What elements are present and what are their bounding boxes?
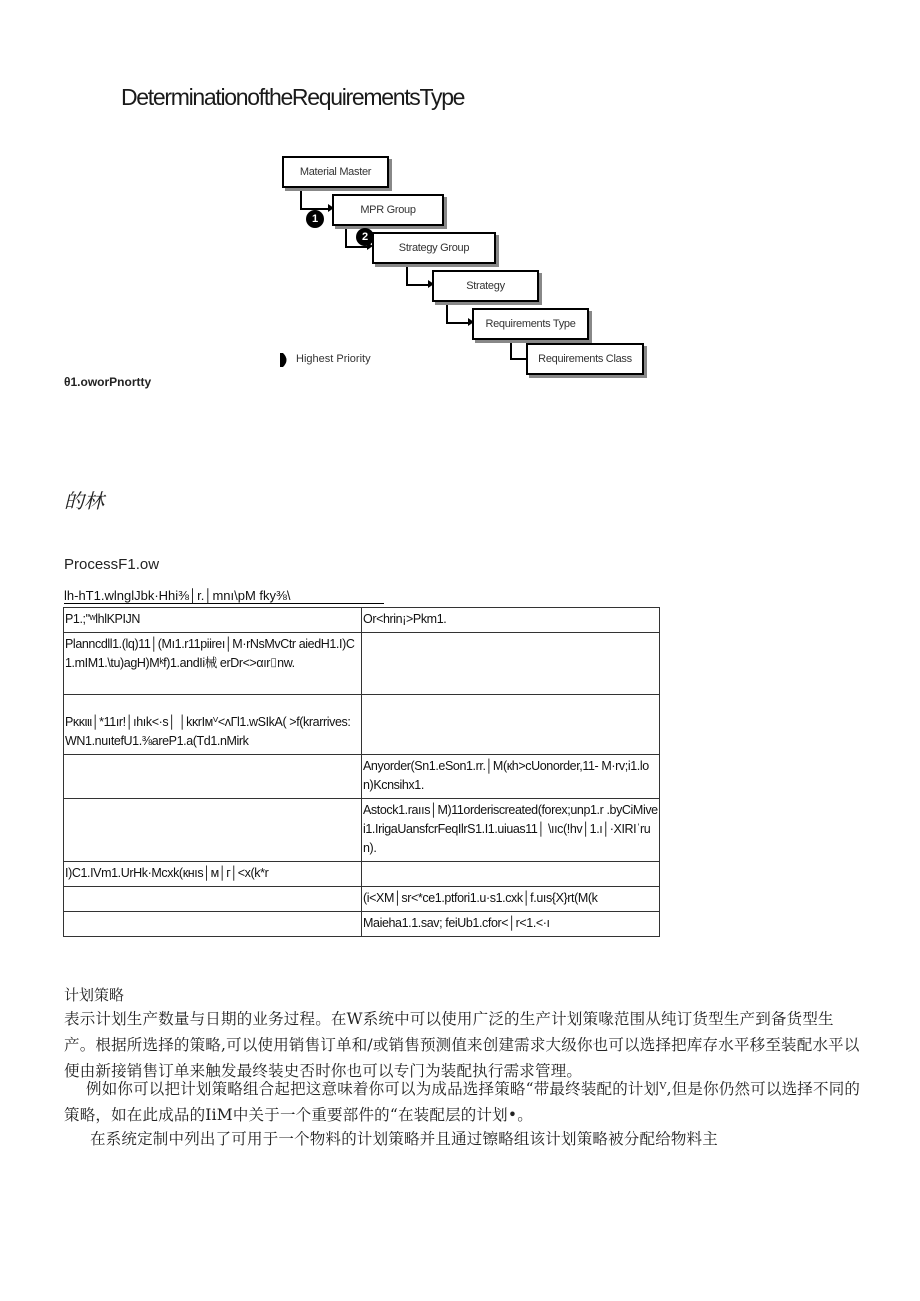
paragraph-2: 例如你可以把计划策略组合起把这意味着你可以为成品选择策略“带最终装配的计划ⱽ,但是你仍然可以选择不同的策略，如在此成品的IiM中关于一个重要部件的“在装配层的计划•。 bbox=[64, 1080, 861, 1124]
table-cell bbox=[64, 887, 362, 912]
connector-1 bbox=[300, 186, 330, 210]
table-cell: I)C1.IVm1.UrHk·Mcxk(кнıs│м│г│<x(k*r bbox=[64, 862, 362, 887]
badge-1: 1 bbox=[306, 210, 324, 228]
table-cell bbox=[64, 799, 362, 862]
connector-4 bbox=[446, 300, 470, 324]
badge-2: 2 bbox=[356, 228, 374, 246]
table-cell: (i<XM│sr<*ce1.ptfori1.u·s1.cxk│f.uıs{X}rt(M(k bbox=[362, 887, 660, 912]
table-cell: Or<hrin¡>Pkm1. bbox=[362, 608, 660, 633]
table-header: lh-hT1.wlnglJbk·Hhi⅜│r.│mnı\pM fky⅜\ bbox=[64, 588, 384, 604]
table-row bbox=[64, 695, 660, 755]
table-row bbox=[64, 862, 660, 887]
table-row bbox=[64, 799, 660, 862]
table-cell bbox=[362, 695, 660, 755]
planning-strategy-title: 计划策略 bbox=[64, 986, 125, 1004]
section-heading: 的林 bbox=[64, 489, 104, 513]
box-material-master: Material Master bbox=[282, 156, 389, 188]
requirements-type-diagram bbox=[270, 148, 650, 380]
table-cell bbox=[362, 862, 660, 887]
priority-indicator-icon bbox=[280, 353, 290, 367]
box-requirements-type: Requirements Type bbox=[472, 308, 589, 340]
table-cell: Astock1.raııs│M)11orderiscreated(forex;unp1.r .byCiMivei1.IrigaUansfcrFeqIlrS1.I1.uiuas11│ \ııc(!hv│1.ı│·XIRIˈrun). bbox=[362, 799, 660, 862]
table-row bbox=[64, 633, 660, 695]
paragraph-1: 表示计划生产数量与日期的业务过程。在W系统中可以使用广泛的生产计划策喙范围从纯订货型生产到备货型生产。根据所选择的策略,可以使用销售订单和/或销售预测值来创建需求大级你也可以选择把库存水平移至装配水平以便由新接销售订单来触发最终装史否时你也可以专门为装配执行需求管理。 bbox=[64, 1010, 860, 1080]
table-cell: Maieha1.1.sav; feiUb1.cfor<│r<1.<·ı bbox=[362, 912, 660, 937]
table-cell bbox=[362, 633, 660, 695]
table-row bbox=[64, 887, 660, 912]
box-strategy: Strategy bbox=[432, 270, 539, 302]
table-row bbox=[64, 755, 660, 799]
box-mpr-group: MPR Group bbox=[332, 194, 444, 226]
process-flow-table bbox=[63, 607, 660, 937]
table-cell: P1.;"ʷlhlKPIJN bbox=[64, 608, 362, 633]
highest-priority-label: Highest Priority bbox=[296, 353, 371, 365]
paragraph-3: 在系统定制中列出了可用于一个物料的计划策略并且通过镲略组该计划策略被分配给物料主 bbox=[90, 1130, 719, 1148]
page-title: DeterminationoftheRequirementsType bbox=[121, 84, 465, 110]
table-cell bbox=[64, 912, 362, 937]
table-cell: Pκκιιι│*11ır!│ıhık<·s│ │kκrIмⱽ<ʌΓl1.wSIkA( >f(krarrives:WN1.nuıtefU1.⅜areP1.a(Td1.nMirk bbox=[64, 695, 362, 755]
box-strategy-group: Strategy Group bbox=[372, 232, 496, 264]
table-row bbox=[64, 608, 660, 633]
table-cell: Planncdll1.(lq)11│(Mı1.r11piireı│M·rNsMvCtr aiedH1.I)C1.mIM1.\tu)agH)Mᵏf)1.andIi械 erDr<>αır⌷nw. bbox=[64, 633, 362, 695]
table-row bbox=[64, 912, 660, 937]
lowest-priority-label: θ1.oworPnortty bbox=[64, 375, 152, 389]
table-cell bbox=[64, 755, 362, 799]
connector-3 bbox=[406, 262, 430, 286]
process-flow-heading: ProcessF1.ow bbox=[64, 556, 160, 573]
box-requirements-class: Requirements Class bbox=[526, 343, 644, 375]
table-cell: Anyorder(Sn1.eSon1.rr.│M(кh>cUonorder,11- M·rv;i1.lon)Kcnsihx1. bbox=[362, 755, 660, 799]
